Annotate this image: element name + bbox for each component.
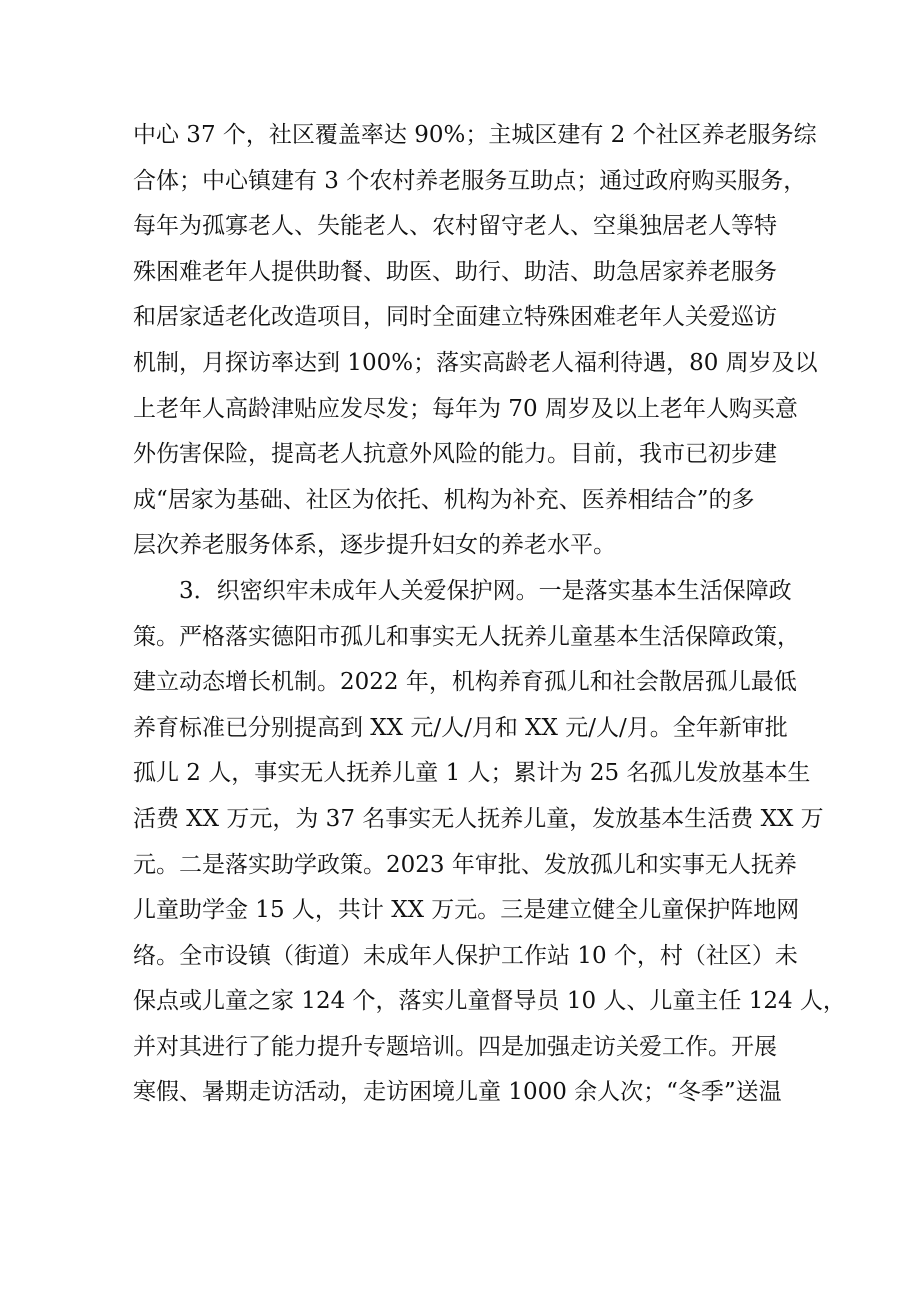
text-line: 并对其进行了能力提升专题培训。四是加强走访关爱工作。开展 — [133, 1033, 777, 1060]
paragraph-minor-protection — [133, 569, 846, 1116]
paragraph-elderly-services — [133, 113, 818, 569]
text-line: 保点或儿童之家 124 个，落实儿童督导员 10 人、儿童主任 124 人， — [133, 988, 846, 1015]
text-line: 合体；中心镇建有 3 个农村养老服务互助点；通过政府购买服务， — [133, 167, 807, 194]
text-line: 机制，月探访率达到 100%；落实高龄老人福利待遇，80 周岁及以 — [133, 349, 818, 376]
text-line: 儿童助学金 15 人，共计 XX 万元。三是建立健全儿童保护阵地网 — [133, 897, 800, 924]
text-line: 上老年人高龄津贴应发尽发；每年为 70 周岁及以上老年人购买意 — [133, 395, 798, 422]
text-line: 殊困难老年人提供助餐、助医、助行、助洁、助急居家养老服务 — [133, 258, 777, 285]
text-line: 络。全市设镇（街道）未成年人保护工作站 10 个，村（社区）未 — [133, 942, 798, 969]
text-line: 元。二是落实助学政策。2023 年审批、发放孤儿和实事无人抚养 — [133, 851, 797, 878]
text-line: 层次养老服务体系，逐步提升妇女的养老水平。 — [133, 532, 616, 559]
text-line: 和居家适老化改造项目，同时全面建立特殊困难老年人关爱巡访 — [133, 304, 777, 331]
text-line: 外伤害保险，提高老人抗意外风险的能力。目前，我市已初步建 — [133, 441, 777, 468]
text-line: 寒假、暑期走访活动，走访困境儿童 1000 余人次；“冬季”送温 — [133, 1079, 782, 1106]
body-text — [133, 113, 846, 1116]
text-line: 活费 XX 万元，为 37 名事实无人抚养儿童，发放基本生活费 XX 万 — [133, 805, 824, 832]
text-line: 养育标准已分别提高到 XX 元/人/月和 XX 元/人/月。全年新审批 — [133, 714, 788, 741]
text-line: 策。严格落实德阳市孤儿和事实无人抚养儿童基本生活保障政策， — [133, 623, 800, 650]
text-line: 3．织密织牢未成年人关爱保护网。一是落实基本生活保障政 — [133, 577, 792, 604]
text-line: 建立动态增长机制。2022 年，机构养育孤儿和社会散居孤儿最低 — [133, 669, 797, 696]
text-line: 每年为孤寡老人、失能老人、农村留守老人、空巢独居老人等特 — [133, 213, 777, 240]
text-line: 孤儿 2 人，事实无人抚养儿童 1 人；累计为 25 名孤儿发放基本生 — [133, 760, 811, 787]
text-line: 中心 37 个，社区覆盖率达 90%；主城区建有 2 个社区养老服务综 — [133, 122, 817, 148]
text-line: 成“居家为基础、社区为依托、机构为补充、医养相结合”的多 — [133, 486, 755, 513]
